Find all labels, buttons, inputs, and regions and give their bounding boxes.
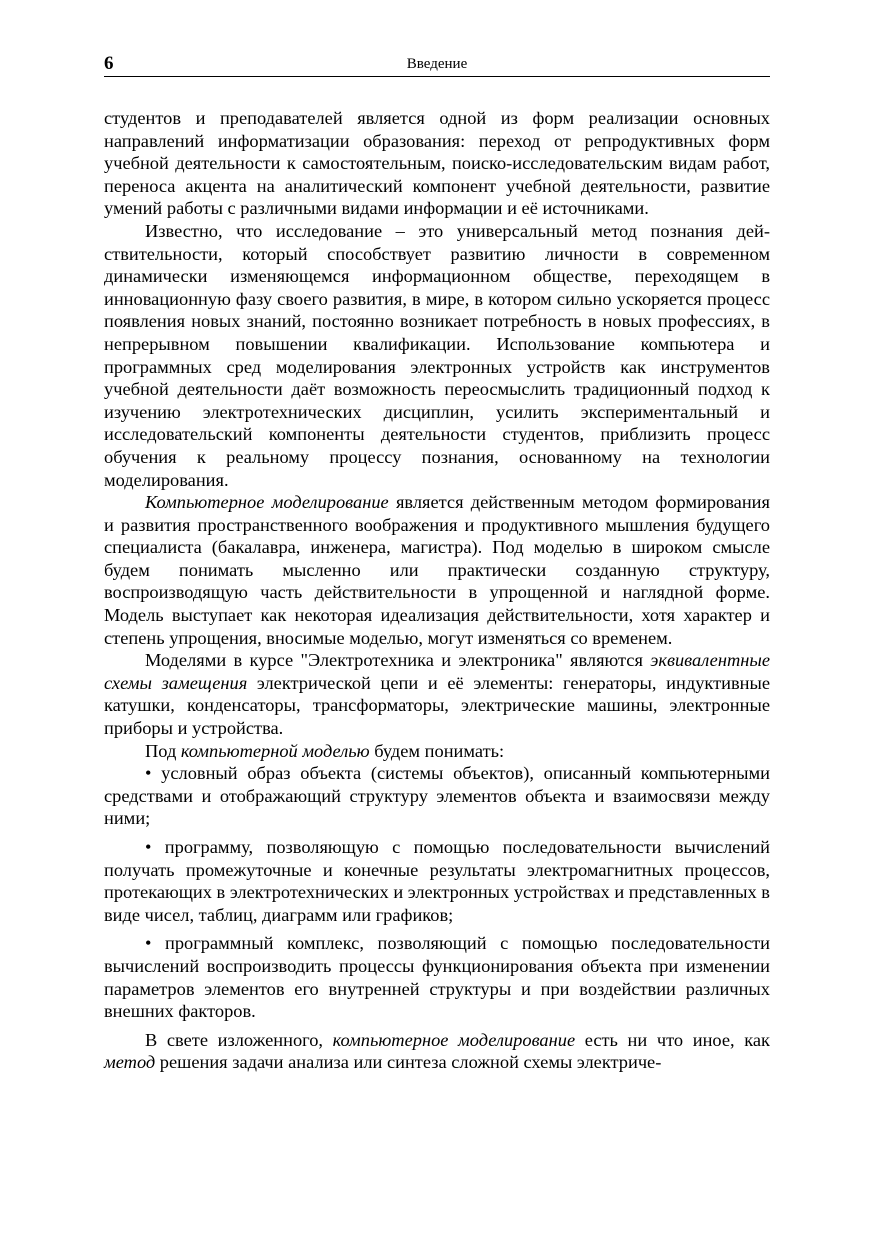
running-header-title: Введение <box>406 56 468 72</box>
bullet-item: • условный образ объекта (системы объектов), описанный компьютерными средствами и отображающий структуру элементов объекта и взаимосвязи между ними; <box>104 763 770 829</box>
page-number: 6 <box>104 53 114 74</box>
emphasis-term: компьютерное моделирование <box>332 1029 576 1050</box>
paragraph-text: будем понимать: <box>369 740 505 761</box>
bullet-item: • программный комплекс, позволяющий с помощью последовательности вычислений воспроизводить процессы функционирования объекта при изменении параметров элементов его внутренней структуры и при воздействии различных внешних факторов. <box>104 933 770 1022</box>
paragraph-text: является действенным методом формирования и развития пространственного воображения и продуктивного мышления будущего специалиста (бакалавра, инженера, магистра). Под моделью в широком смысле будем понимать мысленно или практически созданную структуру, воспроизводящую часть действительности в упрощенной и наглядной форме. Модель выступает как некоторая идеализация действительности, хотя характер и степень упрощения, вносимые моделью, могут изменяться со временем. <box>104 492 770 648</box>
book-page <box>104 52 770 1074</box>
paragraph-research: Известно, что исследование – это универсальный метод познания действительности, который способствует развитию личности в современном динамически изменяющемся информационном обществе, переходящем в инновационную фазу своего развития, в мире, в котором сильно ускоряется процесс появления новых знаний, постоянно возникает потребность в новых профессиях, в непрерывном повышении квалификации. Использование компьютера и программных сред моделирования электронных устройств как инструментов учебной деятельности даёт возможность переосмыслить традиционный подход к изучению электротехнических дисциплин, усилить экспериментальный и исследовательский компоненты деятельности студентов, приблизить процесс обучения к реальному процессу познания, основанному на технологии моделирования. <box>104 220 770 490</box>
paragraph-computer-modeling <box>104 491 770 649</box>
emphasis-term: Компьютерное моделирование <box>145 492 389 513</box>
paragraph-definition-intro <box>104 740 770 763</box>
body-text <box>104 107 770 1074</box>
emphasis-term: метод <box>104 1052 156 1073</box>
paragraph-text: В свете изложенного, <box>145 1029 333 1050</box>
paragraph-text: Под <box>145 740 181 761</box>
bullet-item: • программу, позволяющую с помощью последовательности вычислений получать промежуточные и конечные результаты электромагнитных процессов, протекающих в электротехнических и электронных устройствах и представленных в виде чисел, таблиц, диаграмм или графиков; <box>104 837 770 925</box>
paragraph-conclusion <box>104 1029 770 1074</box>
paragraph-text: электрической цепи и её элементы: генераторы, индуктивные катушки, конденсаторы, трансформаторы, электрические машины, электронные приборы и устройства. <box>104 672 771 739</box>
paragraph-text: есть ни что иное, как <box>575 1029 770 1050</box>
paragraph-models-in-course <box>104 649 770 739</box>
running-header <box>104 52 770 77</box>
emphasis-term: эквивалентные схемы замещения <box>104 650 770 693</box>
paragraph-continuation: студентов и преподавателей является одной из форм реализации основных направлений информатизации образования: переход от репродуктивных форм учебной деятельности к самостоятельным, поиско-исследовательским видам работ, переноса акцента на аналитический компонент учебной деятельности, развитие умений работы с различными видами информации и её источниками. <box>104 108 770 219</box>
emphasis-term: компьютерной моделью <box>180 740 370 761</box>
paragraph-text: решения задачи анализа или синтеза сложной схемы электриче- <box>155 1052 662 1073</box>
paragraph-text: Моделями в курсе "Электротехника и электроника" являются <box>145 650 651 671</box>
